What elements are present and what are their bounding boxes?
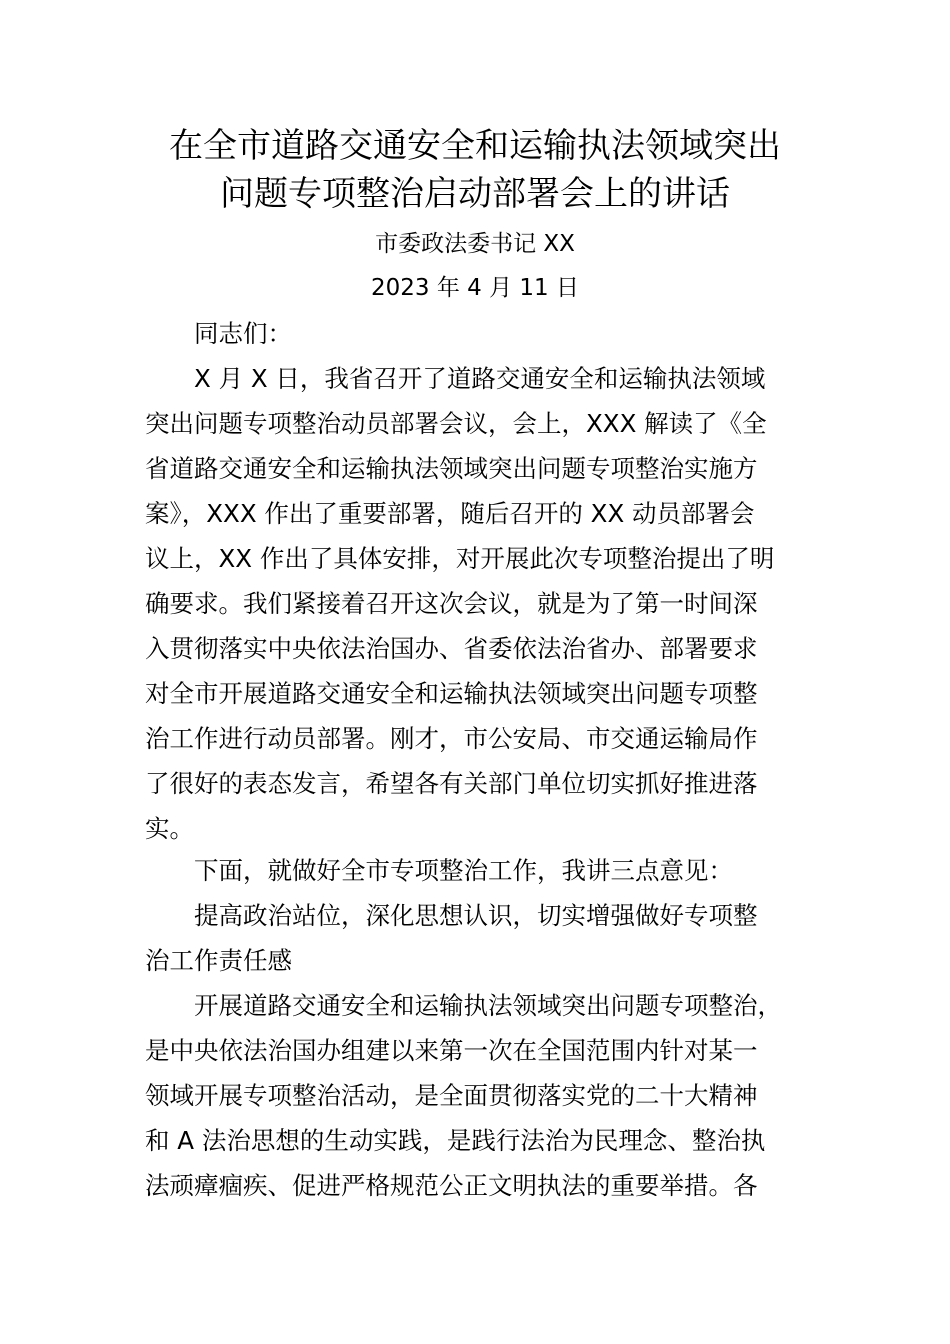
paragraph-line: 领域开展专项整治活动，是全面贯彻落实党的二十大精神 — [145, 1081, 758, 1110]
document-title-line-1: 在全市道路交通安全和运输执法领域突出 — [169, 126, 781, 166]
paragraph-line: 是中央依法治国办组建以来第一次在全国范围内针对某一 — [145, 1036, 758, 1065]
paragraph-line: 实。 — [145, 814, 194, 843]
paragraph-line: 开展道路交通安全和运输执法领域突出问题专项整治， — [194, 991, 782, 1020]
document-title-line-2: 问题专项整治启动部署会上的讲话 — [220, 174, 730, 214]
salutation: 同志们： — [194, 319, 292, 348]
paragraph-line: 了很好的表态发言，希望各有关部门单位切实抓好推进落 — [145, 769, 758, 798]
section-heading-line: 治工作责任感 — [145, 946, 292, 975]
paragraph-line: 案》，XXX 作出了重要部署，随后召开的 XX 动员部署会 — [145, 499, 755, 528]
paragraph-line: 确要求。我们紧接着召开这次会议，就是为了第一时间深 — [145, 589, 758, 618]
paragraph-line: 和 A 法治思想的生动实践，是践行法治为民理念、整治执 — [145, 1126, 766, 1155]
paragraph-line: 入贯彻落实中央依法治国办、省委依法治省办、部署要求 — [145, 634, 758, 663]
paragraph-line: X 月 X 日，我省召开了道路交通安全和运输执法领域 — [194, 364, 766, 393]
paragraph-line: 议上，XX 作出了具体安排，对开展此次专项整治提出了明 — [145, 544, 775, 573]
paragraph-line: 法顽瘴痼疾、促进严格规范公正文明执法的重要举措。各 — [145, 1171, 758, 1200]
document-date: 2023 年 4 月 11 日 — [371, 275, 579, 301]
paragraph-line: 省道路交通安全和运输执法领域突出问题专项整治实施方 — [145, 454, 758, 483]
paragraph-line: 下面，就做好全市专项整治工作，我讲三点意见： — [194, 856, 733, 885]
paragraph-line: 治工作进行动员部署。刚才，市公安局、市交通运输局作 — [145, 724, 758, 753]
section-heading-line: 提高政治站位，深化思想认识，切实增强做好专项整 — [194, 901, 758, 930]
document-author: 市委政法委书记 XX — [375, 231, 575, 257]
paragraph-line: 对全市开展道路交通安全和运输执法领域突出问题专项整 — [145, 679, 758, 708]
paragraph-line: 突出问题专项整治动员部署会议，会上，XXX 解读了《全 — [145, 409, 767, 438]
